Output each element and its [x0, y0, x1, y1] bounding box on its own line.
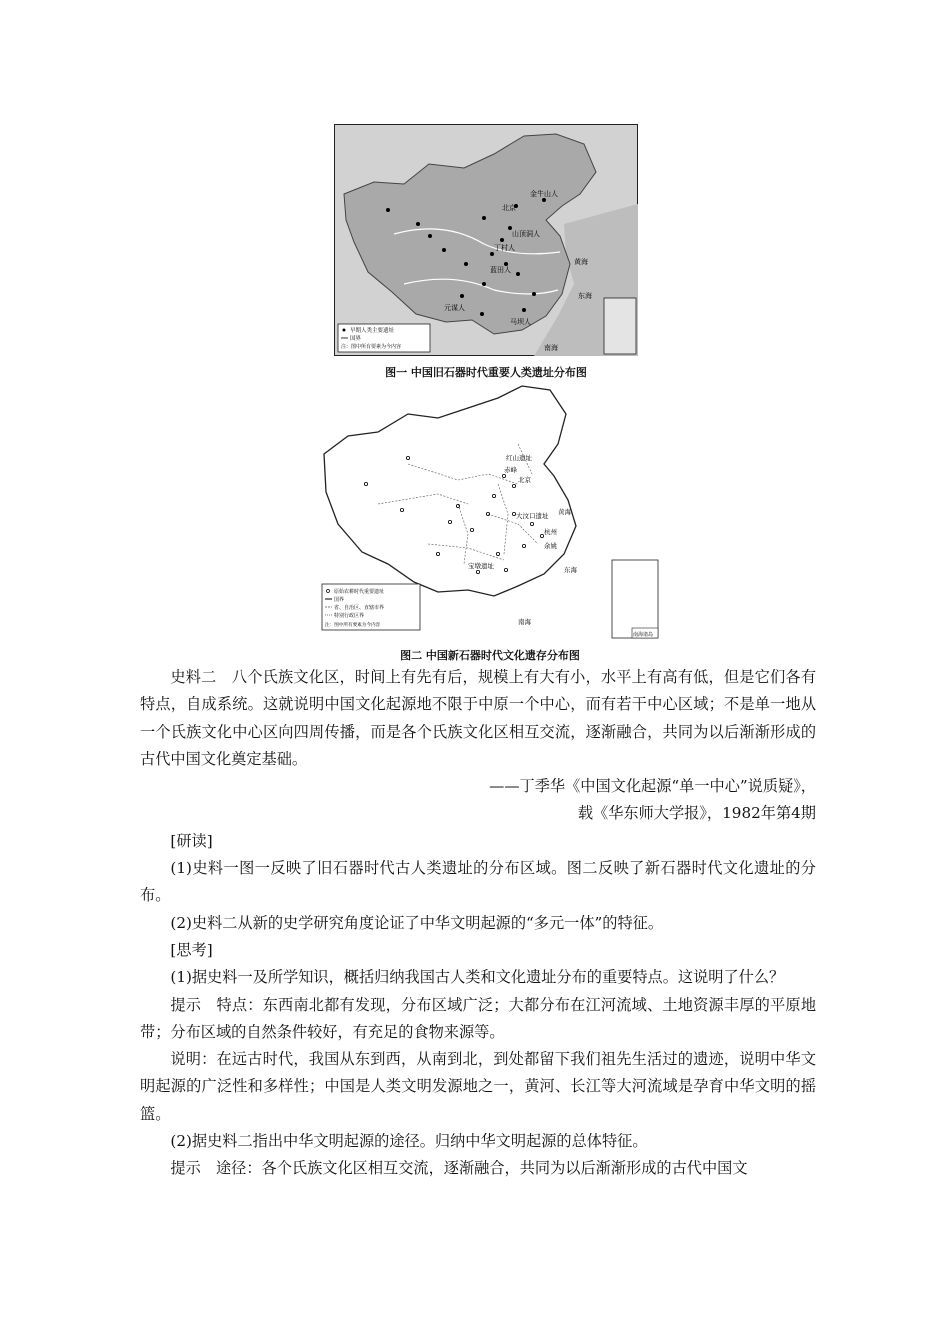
answer-hint: 提示 途径：各个氏族文化区相互交流，逐渐融合，共同为以后渐渐形成的古代中国文: [170, 1159, 748, 1178]
map1-label: 东海: [578, 292, 592, 300]
map2-label: 北京: [518, 476, 531, 484]
map2-label: 宝墩遗址: [468, 562, 494, 570]
map1-label: 山顶洞人: [512, 230, 540, 238]
map1-label: 元谋人: [444, 304, 465, 312]
map1-legend: 早期人类主要遗址: [350, 328, 395, 334]
map1-label: 马坝人: [510, 318, 531, 326]
map1-legend: 国界: [350, 336, 362, 342]
map2-label: 赤峰: [504, 466, 517, 474]
map2-label: 大汶口遗址: [516, 512, 549, 520]
map2-label: 红山遗址: [506, 454, 532, 462]
figure1-caption: 图一 中国旧石器时代重要人类遗址分布图: [385, 366, 587, 379]
paleolithic-sites-map: [334, 124, 638, 356]
map2-legend: 国界: [334, 597, 345, 603]
map2-label: 东海: [564, 566, 577, 574]
map2-legend: 省、自治区、直辖市界: [334, 605, 385, 611]
map2-inset-label: 南海诸岛: [633, 632, 654, 638]
map1-label: 金牛山人: [530, 190, 558, 198]
map2-legend: 原始农耕时代重要遗址: [334, 589, 385, 595]
reading-point: (2)史料二从新的史学研究角度论证了中华文明起源的“多元一体”的特征。: [170, 913, 664, 932]
source-material-2: 史料二 八个氏族文化区，时间上有先有后，规模上有大有小，水平上有高有低，但是它们各有特点，自成系统。这就说明中国文化起源地不限于中原一个中心，而有若干中心区域；不是单一地从一个氏族文化中心区向四周传播，而是各个氏族文化区相互交流，逐渐融合，共同为以后渐渐形成的古代中国文化奠定基础。: [140, 668, 816, 768]
question: (2)据史料二指出中华文明起源的途径。归纳中华文明起源的总体特征。: [170, 1132, 648, 1151]
reading-point: (1)史料一图一反映了旧石器时代古人类遗址的分布区域。图二反映了新石器时代文化遗址的分布。: [140, 859, 816, 905]
map1-label: 黄海: [574, 258, 588, 266]
question: (1)据史料一及所学知识，概括归纳我国古人类和文化遗址分布的重要特点。这说明了什么？: [170, 968, 785, 987]
map1-legend: 注：图中所有要素为今内容: [341, 344, 402, 350]
neolithic-sites-map: [318, 384, 662, 640]
section-heading-sikao: [思考]: [170, 940, 213, 959]
map2-label: 杭州: [544, 528, 557, 536]
citation-line: ——丁季华《中国文化起源“单一中心”说质疑》，: [489, 777, 816, 796]
map2-label: 南海: [518, 618, 531, 626]
answer-explanation: 说明：在远古时代，我国从东到西，从南到北，到处都留下我们祖先生活过的遗迹，说明中华文明起源的广泛性和多样性；中国是人类文明发源地之一，黄河、长江等大河流域是孕育中华文明的摇篮。: [140, 1050, 816, 1123]
citation-line: 载《华东师大学报》，1982年第4期: [577, 804, 816, 823]
map1-label: 蓝田人: [490, 266, 511, 274]
map1-label: 丁村人: [494, 244, 515, 252]
map2-label: 黄海: [558, 508, 571, 516]
map1-label: 北京: [502, 204, 516, 212]
section-heading-yandu: [研读]: [170, 831, 213, 850]
answer-hint: 提示 特点：东西南北都有发现，分布区域广泛；大都分布在江河流域、土地资源丰厚的平原地带；分布区域的自然条件较好，有充足的食物来源等。: [140, 995, 816, 1041]
map1-label: 南海: [544, 344, 558, 352]
passage-body: [140, 664, 816, 1183]
map2-label: 余姚: [544, 542, 557, 550]
map2-legend: 注：图中所有要素为今内容: [325, 623, 381, 628]
map2-legend: 特别行政区界: [334, 613, 365, 619]
figure2-caption: 图二 中国新石器时代文化遗存分布图: [400, 649, 580, 662]
